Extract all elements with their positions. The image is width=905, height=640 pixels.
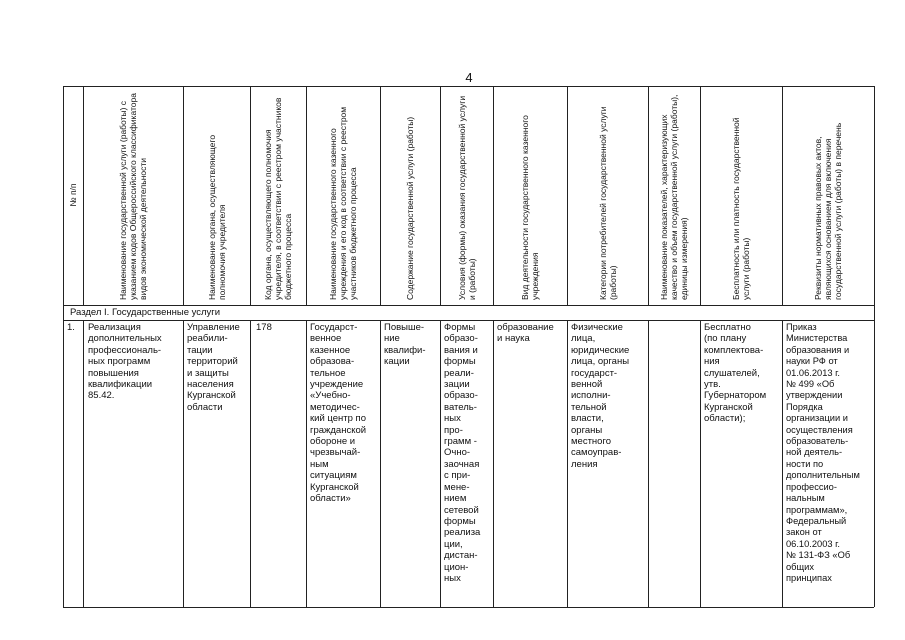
header-cell-activity	[493, 86, 567, 304]
col-border	[648, 320, 649, 607]
col-border	[83, 320, 84, 607]
header-organ-text: Наименование органа, осуществляющего полномочия учредителя	[206, 134, 227, 300]
col-border	[380, 320, 381, 607]
header-bottom-line	[63, 305, 874, 306]
header-indicators-text: Наименование показателей, характеризующих качество и объем государственной услуги (работы), единицы измерения)	[659, 94, 689, 300]
header-organ-code-text: Код органа, осуществляющего полномочия учредителя, в соответствии с реестром участников бюджетного процесса	[263, 97, 293, 300]
row-service-name: Реализация дополнительных профессиональ- ных программ повышения квалификации 85.42.	[88, 322, 162, 402]
header-institution-text: Наименование государственного казенного учреждения и его код в соответствии с реестром участников бюджетного процесса	[328, 106, 358, 300]
row-content: Повыше- ние квалифи- кации	[384, 322, 426, 368]
col-border	[250, 320, 251, 607]
row-number: 1.	[67, 322, 75, 333]
col-border	[567, 320, 568, 607]
header-cell-institution	[306, 86, 380, 304]
row-payment: Бесплатно (по плану комплектова- ния слушателей, утв. Губернатором Курганской области);	[704, 322, 767, 425]
table-border-bottom	[63, 607, 874, 608]
row-organ: Управление реабили- тации территорий и защиты населения Курганской области	[187, 322, 240, 413]
header-cell-service-name	[83, 86, 183, 304]
header-legal-acts-text: Реквизиты нормативных правовых актов, являющихся основанием для включения государственной услуги (работы) в перечень	[813, 122, 843, 300]
row-organ-code: 178	[256, 322, 272, 333]
header-consumers-text: Категории потребителей государственной услуги (работы)	[597, 106, 618, 300]
header-payment-text: Бесплатность или платность государственной услуги (работы)	[731, 117, 751, 300]
section-label: Раздел I. Государственные услуги	[70, 307, 221, 318]
row-indicators	[652, 322, 699, 606]
col-border	[183, 320, 184, 607]
col-border	[306, 320, 307, 607]
header-cell-conditions	[440, 86, 493, 304]
header-number-text: № п/п	[68, 183, 78, 207]
page-number: 4	[465, 70, 473, 85]
row-institution: Государст- венное казенное образова- тельное учреждение «Учебно- методичес- кий центр по гражданской обороне и чрезвычай- ным ситуациям Курганской области»	[310, 322, 367, 505]
section-bottom-line	[63, 320, 874, 321]
header-activity-text: Вид деятельности государственного казенного учреждения	[520, 115, 540, 300]
header-conditions-text: Условия (формы) оказания государственной услуги и (работы)	[456, 95, 477, 300]
header-cell-indicators	[648, 86, 700, 304]
header-content-text: Содержание государственной услуги (работы)	[405, 116, 415, 300]
header-cell-payment	[700, 86, 782, 304]
row-conditions: Формы образо- вания и формы реали- зации образо- ватель- ных про- грамм - Очно- заочная с при- мене- нием сетевой формы реализа ции, дистан- цион- ных	[444, 322, 481, 584]
row-legal-acts: Приказ Министерства образования и науки РФ от 01.06.2013 г. № 499 «Об утверждении Порядка организации и осуществления образователь- ной деятель- ности по дополнительным профессио- нальным программам», Федеральный закон от 06.10.2003 г. № 131-ФЗ «Об общих принципах	[786, 322, 860, 583]
col-border	[782, 320, 783, 607]
col-border	[700, 320, 701, 607]
header-cell-legal-acts	[782, 86, 874, 304]
header-cell-organ	[183, 86, 250, 304]
col-border	[493, 320, 494, 607]
header-cell-content	[380, 86, 440, 304]
table-border-right	[874, 86, 875, 607]
header-cell-organ-code	[250, 86, 306, 304]
header-service-name-text: Наименование государственной услуги (работы) с указанием кодов Общероссийского классификатора видов экономической деятельности	[118, 93, 148, 300]
row-consumers: Физические лица, юридические лица, органы государст- венной исполни- тельной власти, органы местного самоуправ- ления	[571, 322, 630, 470]
header-cell-consumers	[567, 86, 648, 304]
col-border	[440, 320, 441, 607]
header-cell-number	[63, 86, 83, 304]
row-activity: образование и наука	[497, 322, 554, 345]
